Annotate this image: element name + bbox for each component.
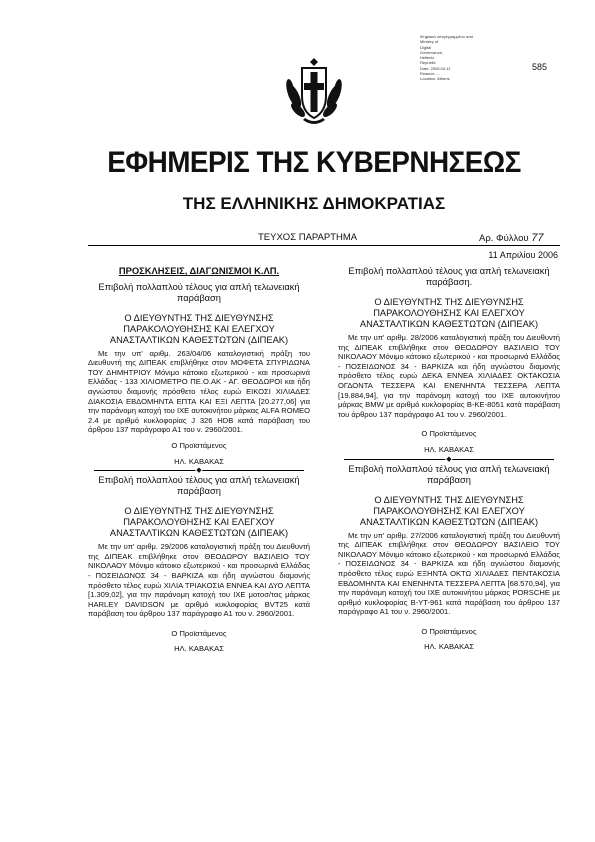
notice-body: Με την υπ' αριθμ. 28/2006 καταλογιστική πράξη του Διευθυντή της ΔΙΠΕΑΚ επιβλήθηκε στον ΘΕΟΔΩΡΟΥ ΒΑΣΙΛΕΙΟ ΤΟΥ ΝΙΚΟΛΑΟΥ Μόνιμο κάτοικο εξωτερικού - και προσωρινά Ελλάδας - ΠΟΣΕΙΔΩΝΟΣ 34 - ΒΑΡΚΙΖΑ και ήδη αγνώστου διαμονής πρόσθετο τέλος ευρώ ΔΕΚΑ ΕΝΝΕΑ ΧΙΛΙΑΔΕΣ ΟΚΤΑΚΟΣΙΑ ΟΓΔΟΝΤΑ ΤΕΣΣΕΡΑ ΚΑΙ ΕΝΕΝΗΝΤΑ ΤΕΣΣΕΡΑ ΛΕΠΤΑ [19.884,94], για την παράνομη κατοχή του ΙΧΕ αυτοκινήτου μάρκας BMW με αριθμό κυκλοφορίας Β-ΚΕ-8051 κατά παράβαση του άρθρου 137 παράγραφο Α1 του ν. 2960/2001. <box>338 333 560 419</box>
signatory-title: Ο Προϊστάμενος <box>421 626 477 636</box>
stamp-line: Hellenic <box>420 55 435 61</box>
signatory-name: ΗΛ. ΚΑΒΑΚΑΣ <box>424 444 474 454</box>
signatory-name: ΗΛ. ΚΑΒΑΚΑΣ <box>174 644 224 654</box>
notice <box>88 282 310 467</box>
sheet-label: Αρ. Φύλλου <box>479 233 532 244</box>
notice <box>338 266 560 455</box>
notice-heading: Επιβολή πολλαπλού τέλους για απλή τελωνειακή παράβαση <box>98 475 300 497</box>
sheet-number-label <box>479 232 544 244</box>
gazette-title: ΕΦΗΜΕΡΙΣ ΤΗΣ ΚΥΒΕΡΝΗΣΕΩΣ <box>107 146 521 179</box>
notice-heading: Επιβολή πολλαπλού τέλους για απλή τελωνειακή παράβαση. <box>348 266 550 287</box>
notice-body: Με την υπ' αριθμ. 263/04/06 καταλογιστική πράξη του Διευθυντή της ΔΙΠΕΑΚ επιβλήθηκε στον ΜΟΦΕΤΑ ΣΠΥΡΙΔΩΝΑ ΤΟΥ ΔΗΜΗΤΡΙΟΥ Μόνιμο κάτοικο εξωτερικού - και προσωρινά Ελλάδας - 133 ΧΙΛΙΟΜΕΤΡΟ ΠΕ.Ο.ΑΚ - ΑΓ. ΘΕΟΔΩΡΟΙ και ήδη αγνώστου διαμονής πρόσθετο τέλος ευρώ ΕΙΚΟΣΙ ΧΙΛΙΑΔΕΣ ΔΙΑΚΟΣΙΑ ΕΒΔΟΜΗΝΤΑ ΕΠΤΑ ΚΑΙ ΕΞΙ ΛΕΠΤΑ [20.277,06] για την παράνομη κατοχή του ΙΧΕ αυτοκινήτου μάρκας ALFA ROMEO 2.4 με αριθμό κυκλοφορίας J 326 HDB κατά παράβαση του άρθρου 137 παράγραφο Α1 του ν. 2960/2001. <box>88 348 310 435</box>
sheet-number: 77 <box>531 232 544 244</box>
issue-type: ΤΕΥΧΟΣ ΠΑΡΑΡΤΗΜΑ <box>258 232 358 243</box>
digital-signature-stamp <box>420 34 482 82</box>
notice-heading: Επιβολή πολλαπλού τέλους για απλή τελωνειακή παράβαση <box>98 281 300 303</box>
notice <box>88 475 310 654</box>
stamp-line: Reason: ... <box>420 71 440 77</box>
stamp-line: Digital <box>420 44 432 50</box>
diamond-icon: ◆ <box>446 455 452 463</box>
stamp-line: Location: Athens <box>420 76 450 82</box>
stamp-line: Date: 2006.04.11 <box>420 65 451 71</box>
notice-authority: Ο ΔΙΕΥΘΥΝΤΗΣ ΤΗΣ ΔΙΕΥΘΥΝΣΗΣ ΠΑΡΑΚΟΛΟΥΘΗΣΗΣ ΚΑΙ ΕΛΕΓΧΟΥ ΑΝΑΣΤΑΛΤΙΚΩΝ ΚΑΘΕΣΤΩΤΩΝ (ΔΙΠΕΑΚ) <box>109 312 289 345</box>
notice-divider <box>88 466 310 475</box>
signatory-title: Ο Προϊστάμενος <box>421 429 477 439</box>
gazette-subtitle: ΤΗΣ ΕΛΛΗΝΙΚΗΣ ΔΗΜΟΚΡΑΤΙΑΣ <box>182 194 446 213</box>
left-column <box>88 266 310 654</box>
issue-date: 11 Απριλίου 2006 <box>488 250 558 260</box>
stamp-line: Republic <box>420 60 436 66</box>
notice-body: Με την υπ' αριθμ. 29/2006 καταλογιστική πράξη του Διευθυντή της ΔΙΠΕΑΚ επιβλήθηκε στον ΘΕΟΔΩΡΟΥ ΒΑΣΙΛΕΙΟ ΤΟΥ ΝΙΚΟΛΑΟΥ Μόνιμο κάτοικο εξωτερικού - και προσωρινά Ελλάδας - ΠΟΣΕΙΔΩΝΟΣ 34 - ΒΑΡΚΙΖΑ και ήδη αγνώστου διαμονής πρόσθετο τέλος ευρώ ΧΙΛΙΑ ΤΡΙΑΚΟΣΙΑ ΕΝΝΕΑ ΚΑΙ ΔΥΟ ΛΕΠΤΑ [1.309,02], για την παράνομη κατοχή του ΙΧΕ μοτοσ/τας μάρκας HARLEY DAVIDSON με αριθμό κυκλοφορίας BVT25 κατά παράβαση του άρθρου 137 παράγραφο Α1 του ν. 2960/2001. <box>88 542 310 619</box>
notice-heading: Επιβολή πολλαπλού τέλους για απλή τελωνειακή παράβαση <box>348 463 550 485</box>
signatory-title: Ο Προϊστάμενος <box>171 628 227 638</box>
notice-authority: Ο ΔΙΕΥΘΥΝΤΗΣ ΤΗΣ ΔΙΕΥΘΥΝΣΗΣ ΠΑΡΑΚΟΛΟΥΘΗΣΗΣ ΚΑΙ ΕΛΕΓΧΟΥ ΑΝΑΣΤΑΛΤΙΚΩΝ ΚΑΘΕΣΤΩΤΩΝ (ΔΙΠΕΑΚ) <box>359 494 539 527</box>
notice <box>338 464 560 653</box>
signatory-name: ΗΛ. ΚΑΒΑΚΑΣ <box>424 642 474 652</box>
notice-authority: Ο ΔΙΕΥΘΥΝΤΗΣ ΤΗΣ ΔΙΕΥΘΥΝΣΗΣ ΠΑΡΑΚΟΛΟΥΘΗΣΗΣ ΚΑΙ ΕΛΕΓΧΟΥ ΑΝΑΣΤΑΛΤΙΚΩΝ ΚΑΘΕΣΤΩΤΩΝ (ΔΙΠΕΑΚ) <box>359 297 539 329</box>
stamp-line: Governance, <box>420 49 443 55</box>
signatory-title: Ο Προϊστάμενος <box>171 440 227 450</box>
right-column <box>338 266 560 652</box>
header-rule <box>88 245 560 246</box>
diamond-icon: ◆ <box>196 467 202 475</box>
section-title: ΠΡΟΣΚΛΗΣΕΙΣ, ΔΙΑΓΩΝΙΣΜΟΙ Κ.ΛΠ. <box>118 265 280 276</box>
coat-of-arms-icon <box>281 58 347 128</box>
signatory-name: ΗΛ. ΚΑΒΑΚΑΣ <box>174 456 224 466</box>
notice-divider <box>338 455 560 464</box>
notice-authority: Ο ΔΙΕΥΘΥΝΤΗΣ ΤΗΣ ΔΙΕΥΘΥΝΣΗΣ ΠΑΡΑΚΟΛΟΥΘΗΣΗΣ ΚΑΙ ΕΛΕΓΧΟΥ ΑΝΑΣΤΑΛΤΙΚΩΝ ΚΑΘΕΣΤΩΤΩΝ (ΔΙΠΕΑΚ) <box>109 506 289 539</box>
stamp-line: Ministry of <box>420 39 439 45</box>
stamp-line: Ψηφιακά υπογεγραμμένο από <box>420 34 474 39</box>
notice-body: Με την υπ' αριθμ. 27/2006 καταλογιστική πράξη του Διευθυντή της ΔΙΠΕΑΚ επιβλήθηκε στον ΘΕΟΔΩΡΟΥ ΒΑΣΙΛΕΙΟ ΤΟΥ ΝΙΚΟΛΑΟΥ Μόνιμο κάτοικο εξωτερικού - και προσωρινά Ελλάδας - ΠΟΣΕΙΔΩΝΟΣ 34 - ΒΑΡΚΙΖΑ και ήδη αγνώστου διαμονής πρόσθετο τέλος ευρώ ΕΞΗΝΤΑ ΟΚΤΩ ΧΙΛΙΑΔΕΣ ΠΕΝΤΑΚΟΣΙΑ ΕΒΔΟΜΗΝΤΑ ΚΑΙ ΕΝΕΝΗΝΤΑ ΤΕΣΣΕΡΑ ΛΕΠΤΑ [68.570,94], για την παράνομη κατοχή του ΙΧΕ αυτοκινήτου μάρκας PORSCHE με αριθμό κυκλοφορίας B-YT-961 κατά παράβαση του άρθρου 137 παράγραφο Α1 του ν. 2960/2001. <box>338 530 560 617</box>
page-number: 585 <box>532 62 548 72</box>
